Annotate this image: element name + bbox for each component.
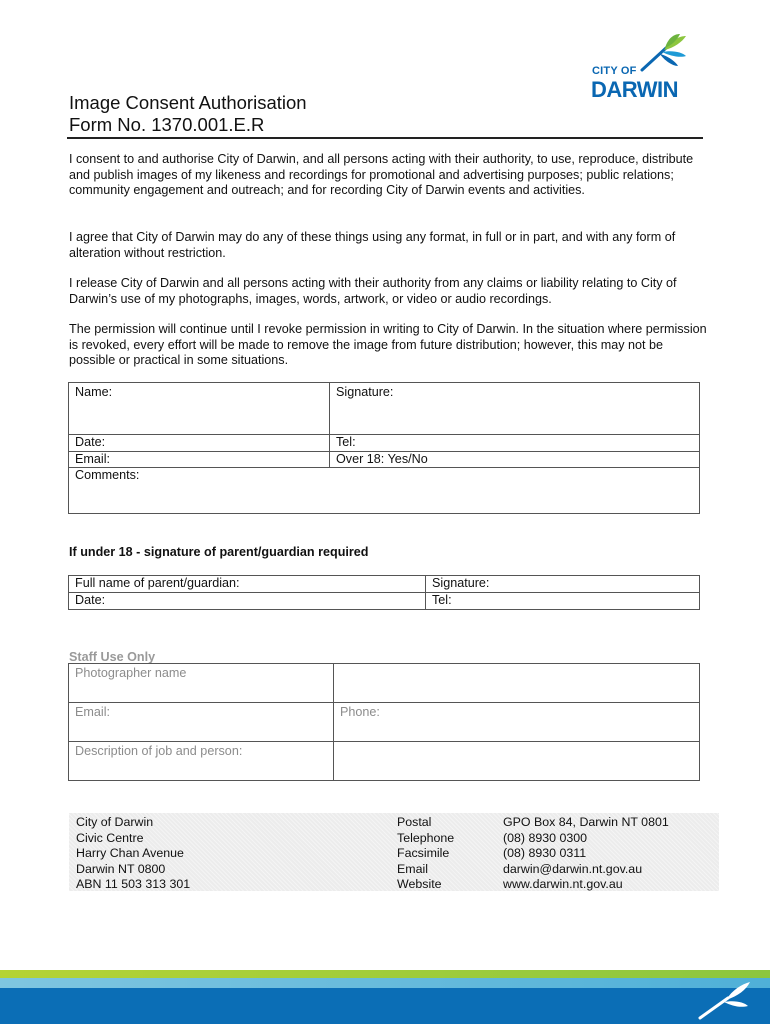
title-line-2: Form No. 1370.001.E.R	[69, 114, 265, 135]
guardian-date-label: Date:	[75, 593, 106, 607]
contact-label: Website	[397, 877, 442, 891]
staff-phone-field[interactable]	[334, 703, 700, 742]
logo-darwin: DARWIN	[591, 77, 679, 102]
revocation-paragraph: The permission will continue until I revoke permission in writing to City of Darwin. In the situation where permission is revoked, every effort will be made to remove the image from future distribution; however, this may not be possible or practical in some situations.	[69, 322, 707, 368]
website-link[interactable]: www.darwin.nt.gov.au	[503, 877, 623, 891]
contact-labels-column	[397, 815, 454, 893]
contact-label: Email	[397, 861, 428, 876]
title-line-1: Image Consent Authorisation	[69, 92, 307, 113]
contact-label: Facsimile	[397, 846, 450, 860]
name-field[interactable]	[69, 383, 330, 435]
email-label: Email:	[75, 452, 110, 466]
consent-paragraph: I consent to and authorise City of Darwin, and all persons acting with their authority, to use, reproduce, distribute and publish images of my likeness and recordings for promotional and advertising purposes; public relations; community engagement and outreach; and for recording City of Darwin events and activities.	[69, 152, 694, 198]
description-label: Description of job and person:	[75, 744, 243, 758]
photographer-value-field[interactable]	[334, 664, 700, 703]
contact-label: Postal	[397, 815, 432, 829]
footer-blue-bar	[0, 988, 770, 1024]
address-line: Darwin NT 0800	[76, 861, 166, 876]
photographer-label: Photographer name	[75, 666, 187, 680]
signature-label: Signature:	[336, 385, 394, 399]
email-field[interactable]	[69, 452, 330, 468]
guardian-table	[68, 575, 700, 610]
facsimile-value: (08) 8930 0311	[503, 846, 587, 860]
guardian-name-field[interactable]	[69, 576, 426, 593]
guardian-signature-label: Signature:	[432, 576, 490, 590]
staff-email-field[interactable]	[69, 703, 334, 742]
title-divider	[67, 137, 703, 139]
signature-field[interactable]	[330, 383, 700, 435]
address-line: Civic Centre	[76, 830, 144, 845]
description-field[interactable]	[69, 742, 334, 781]
guardian-tel-field[interactable]	[426, 593, 700, 610]
page-title	[69, 92, 307, 136]
address-line: City of Darwin	[76, 815, 154, 829]
comments-label: Comments:	[75, 468, 140, 482]
email-link[interactable]: darwin@darwin.nt.gov.au	[503, 861, 643, 876]
city-of-darwin-logo	[588, 34, 688, 100]
staff-phone-label: Phone:	[340, 705, 380, 719]
guardian-signature-field[interactable]	[426, 576, 700, 593]
name-label: Name:	[75, 385, 113, 399]
contact-values-column	[503, 815, 669, 893]
footer-light-blue-bar	[0, 978, 770, 988]
guardian-tel-label: Tel:	[432, 593, 452, 607]
address-line: ABN 11 503 313 301	[76, 877, 191, 891]
date-label: Date:	[75, 435, 106, 449]
guardian-name-label: Full name of parent/guardian:	[75, 576, 240, 590]
over-18-field[interactable]	[330, 452, 700, 468]
comments-field[interactable]	[69, 468, 700, 514]
consent-form-table	[68, 382, 700, 514]
tel-field[interactable]	[330, 435, 700, 452]
footer-banner	[0, 968, 770, 1024]
logo-city-of: CITY OF	[592, 65, 637, 77]
release-paragraph: I release City of Darwin and all persons acting with their authority from any claims or liability relating to City of Darwin’s use of my photographs, images, words, artwork, or video or audio recordings.	[69, 276, 677, 306]
staff-email-label: Email:	[75, 705, 110, 719]
guardian-heading: If under 18 - signature of parent/guardian required	[69, 545, 369, 559]
alteration-paragraph: I agree that City of Darwin may do any of these things using any format, in full or in part, and with any form of alteration without restriction.	[69, 230, 676, 260]
telephone-value: (08) 8930 0300	[503, 830, 588, 845]
address-line: Harry Chan Avenue	[76, 846, 184, 860]
staff-use-heading: Staff Use Only	[69, 650, 156, 664]
address-column	[76, 815, 190, 893]
footer-green-bar	[0, 970, 770, 978]
description-value-field[interactable]	[334, 742, 700, 781]
date-field[interactable]	[69, 435, 330, 452]
tel-label: Tel:	[336, 435, 356, 449]
guardian-date-field[interactable]	[69, 593, 426, 610]
contact-block	[69, 813, 719, 891]
postal-value: GPO Box 84, Darwin NT 0801	[503, 815, 669, 829]
contact-label: Telephone	[397, 830, 455, 845]
staff-table	[68, 663, 700, 781]
dragonfly-icon	[636, 34, 688, 74]
over-18-label: Over 18: Yes/No	[336, 452, 428, 466]
photographer-field[interactable]	[69, 664, 334, 703]
